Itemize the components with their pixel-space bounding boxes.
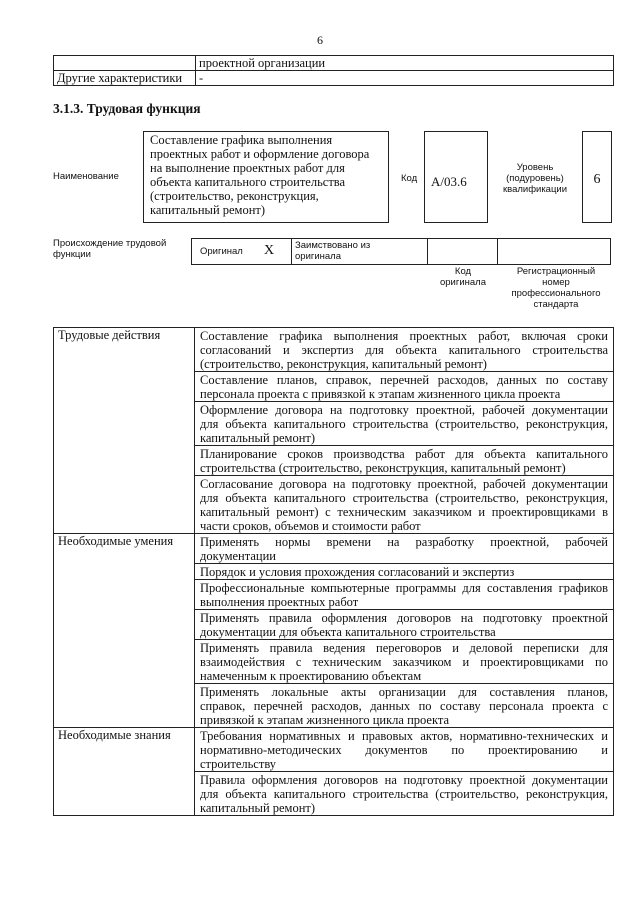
- item-line: части сроков, объемов и стоимости работ: [200, 519, 421, 533]
- item-line: для объекта капитального строительства (строительство, реконструкция,: [200, 491, 608, 505]
- code-value: А/03.6: [424, 131, 488, 223]
- name-line: Составление графика выполнения: [150, 133, 333, 147]
- item-cell: [195, 446, 614, 476]
- item-line: Требования нормативных и правовых актов, нормативно-технических и: [200, 729, 608, 743]
- item-line: персонала проекта с привязкой к этапам жизненного цикла проекта: [200, 387, 561, 401]
- level-label-line: (подуровень): [506, 173, 564, 184]
- caption-line: Регистрационный: [516, 266, 596, 277]
- origin-label: [53, 238, 166, 260]
- table-cell: -: [196, 71, 614, 86]
- item-cell: [195, 580, 614, 610]
- level-label-line: Уровень: [516, 162, 554, 173]
- function-name-box: [143, 131, 389, 223]
- item-line: для объекта капитального строительства (строительство, реконструкция,: [200, 417, 608, 431]
- section-label: Необходимые умения: [54, 534, 195, 728]
- item-line: Составление графика выполнения проектных работ, включая сроки: [200, 329, 608, 343]
- caption-line: номер: [542, 277, 570, 288]
- item-cell: [195, 772, 614, 816]
- code-original-cell: [428, 239, 498, 264]
- table-row: [54, 728, 614, 772]
- item-cell: [195, 610, 614, 640]
- caption-line: стандарта: [533, 299, 579, 310]
- item-line: Согласование договора на подготовку проектной, рабочей документации: [200, 477, 608, 491]
- reg-number-cell: [498, 239, 610, 264]
- item-line: Оформление договора на подготовку проектной, рабочей документации: [200, 403, 608, 417]
- item-line: Правила оформления договоров на подготовку проектной документации: [200, 773, 608, 787]
- item-line: согласований и экспертиз для объекта капитального строительства: [200, 343, 608, 357]
- item-line: Планирование сроков производства работ для объекта капитального: [200, 447, 608, 461]
- origin-label-line: функции: [53, 249, 91, 260]
- item-line: документации для объекта капитального строительства: [200, 625, 496, 639]
- item-cell: [195, 564, 614, 580]
- item-line: намеченным к проектированию объектам: [200, 669, 422, 683]
- borrowed-cell: [292, 239, 428, 264]
- item-line: выполнения проектных работ: [200, 595, 359, 609]
- table-cell: проектной организации: [196, 56, 614, 71]
- item-cell: [195, 328, 614, 372]
- borrowed-line: Заимствовано из: [295, 240, 371, 251]
- item-line: капитальный ремонт): [200, 431, 316, 445]
- table-row: [54, 71, 614, 86]
- section-heading: 3.1.3. Трудовая функция: [53, 101, 201, 116]
- item-cell: [195, 684, 614, 728]
- item-cell: [195, 728, 614, 772]
- item-line: Применять правила ведения переговоров и деловой переписки для: [200, 641, 608, 655]
- origin-box: [191, 238, 611, 265]
- table-row: [54, 56, 614, 71]
- main-table: [53, 327, 614, 816]
- item-line: (строительство, реконструкция, капитальный ремонт): [200, 357, 487, 371]
- table-cell: [54, 56, 196, 71]
- section-label: Трудовые действия: [54, 328, 195, 534]
- name-line: объекта капитального строительства: [150, 175, 346, 189]
- table-row: [54, 534, 614, 564]
- item-line: Применять правила оформления договоров на подготовку проектной: [200, 611, 608, 625]
- item-line: взаимодействия с техническим заказчиком и проектировщиками по: [200, 655, 608, 669]
- name-line: проектных работ и оформление договора: [150, 147, 370, 161]
- item-cell: [195, 402, 614, 446]
- item-line: справок, перечней расходов, данных по составу персонала проекта с: [200, 699, 608, 713]
- item-cell: [195, 534, 614, 564]
- name-line: капитальный ремонт): [150, 203, 266, 217]
- item-cell: [195, 640, 614, 684]
- item-line: Составление планов, справок, перечней расходов, данных по составу: [200, 373, 608, 387]
- origin-label-line: Происхождение трудовой: [53, 238, 167, 249]
- borrowed-line: оригинала: [295, 251, 342, 262]
- item-line: для объекта капитального строительства (строительство, реконструкция,: [200, 787, 608, 801]
- top-table: [53, 55, 614, 86]
- item-line: привязкой к этапам жизненного цикла проекта: [200, 713, 450, 727]
- item-line: документации: [200, 549, 276, 563]
- level-value: 6: [582, 131, 612, 223]
- code-original-caption: [428, 266, 498, 288]
- item-line: нормативно-методических документов по проектированию и: [200, 743, 608, 757]
- name-line: на выполнение проектных работ для: [150, 161, 345, 175]
- item-cell: [195, 372, 614, 402]
- item-line: строительства (строительство, реконструкция, капитальный ремонт): [200, 461, 566, 475]
- reg-number-caption: [500, 266, 612, 310]
- caption-line: Код: [454, 266, 472, 277]
- code-label: Код: [401, 173, 418, 184]
- item-line: строительству: [200, 757, 277, 771]
- page-number: 6: [317, 33, 323, 47]
- level-label: [494, 162, 576, 195]
- item-line: Порядок и условия прохождения согласований и экспертиз: [200, 565, 515, 579]
- original-label: Оригинал: [200, 246, 243, 257]
- item-line: Профессиональные компьютерные программы для составления графиков: [200, 581, 608, 595]
- table-row: [54, 328, 614, 372]
- original-cell: [192, 239, 292, 264]
- item-line: Применять локальные акты организации для составления планов,: [200, 685, 608, 699]
- item-line: капитальный ремонт) с техническим заказчиком и проектировщиками в: [200, 505, 608, 519]
- level-label-line: квалификации: [502, 184, 568, 195]
- original-mark: X: [264, 243, 275, 258]
- item-cell: [195, 476, 614, 534]
- caption-line: оригинала: [439, 277, 486, 288]
- name-line: (строительство, реконструкция,: [150, 189, 319, 203]
- name-label: Наименование: [53, 171, 119, 182]
- table-cell: Другие характеристики: [54, 71, 196, 86]
- item-line: Применять нормы времени на разработку проектной, рабочей: [200, 535, 608, 549]
- item-line: капитальный ремонт): [200, 801, 316, 815]
- section-label: Необходимые знания: [54, 728, 195, 816]
- caption-line: профессионального: [511, 288, 601, 299]
